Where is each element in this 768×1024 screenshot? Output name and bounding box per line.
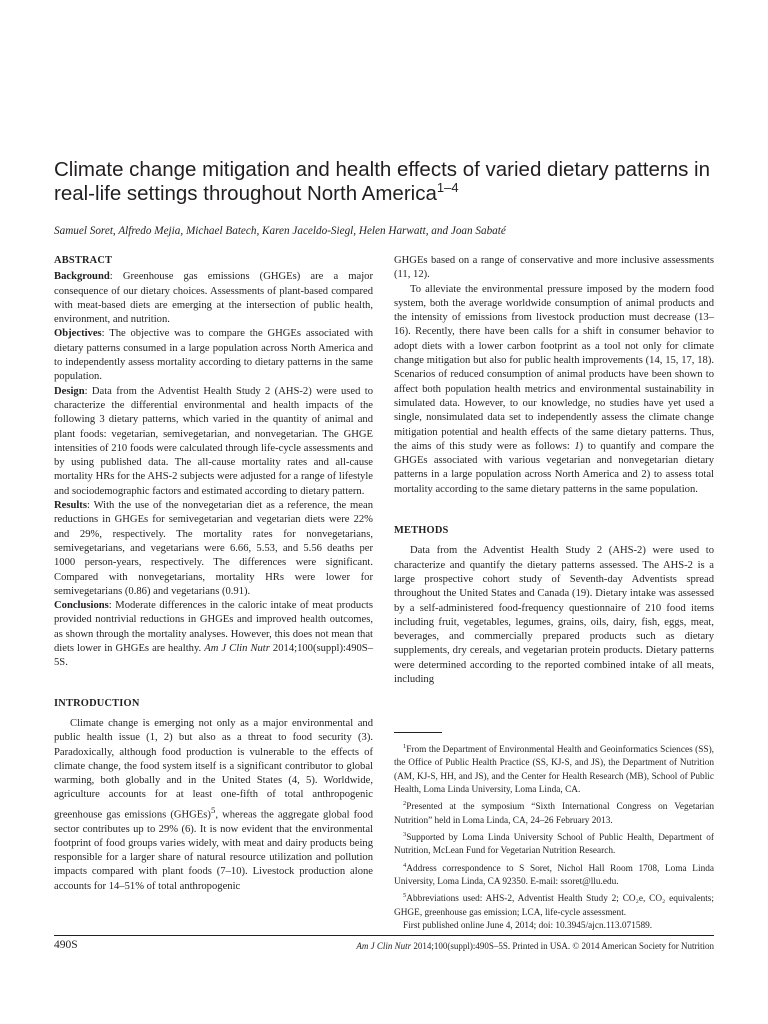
left-column (54, 254, 373, 894)
methods-heading: METHODS (394, 525, 449, 537)
results-label: Results (54, 500, 87, 512)
footnote-2 (394, 797, 714, 828)
design-text: : Data from the Adventist Health Study 2 (AHS-2) were used to characterize the differential environmental and health impacts of the following 3 dietary patterns, which varied in the quantity of animal and plant foods: vegetarian, semivegetarian, and nonvegetarian. The GHGE intensities of 210 foods were calculated through life-cycle assessments and by using published data. The all-cause mortality rates and all-cause mortality HRs for the AHS-2 subjects were adjusted for a range of lifestyle and sociodemographic factors and estimated according to dietary pattern. (54, 385, 373, 497)
title-text: Climate change mitigation and health effects of varied dietary patterns in real-life settings throughout North America (54, 158, 710, 205)
footnote-3-text: Supported by Loma Linda University School of Public Health, Department of Nutrition, McLean Fund for Vegetarian Nutrition Research. (394, 833, 714, 857)
title-footnote-marker: 1–4 (436, 180, 459, 196)
article-title (54, 158, 734, 206)
intro-p2-text-a: To alleviate the environmental pressure imposed by the modern food system, both the average worldwide consumption of animal products and the intensity of emissions from livestock production must decrease (13–16). Recently, there have been calls for a shift in consumer behavior to adopt diets with a lower carbon footprint as a tool not only for climate change mitigation but also for public health improvements (14, 15, 17, 18). Scenarios of reduced consumption of animal products have been shown to affect both population health metrics and environmental sustainability in simulated data. However, to our knowledge, no studies have yet used a single, nonsimulated data set to independently assess the climate change mitigation potential and health effects of the same dietary patterns. Thus, the aims of this study were as follows: (394, 283, 714, 452)
footnote-3-number: 3 (403, 830, 407, 838)
footnote-5-text: Abbreviations used: AHS-2, Adventist Health Study 2; CO₂e, CO₂ equivalents; GHGE, greenhouse gas emission; LCA, life-cycle assessment. (394, 894, 714, 918)
objectives-text: : The objective was to compare the GHGEs associated with dietary patterns consumed in a large population across North America and to independently assess mortality according to dietary patterns in the same population. (54, 328, 373, 383)
introduction-paragraph-2 (394, 283, 714, 497)
methods-paragraph-1: Data from the Adventist Health Study 2 (AHS-2) were used to characterize and quantify the dietary patterns assessed. The AHS-2 is a large prospective cohort study of Seventh-day Adventists spread throughout the United States and Canada (19). Dietary intake was assessed by a self-administered food-frequency questionnaire of 210 food items including fruit, vegetables, legumes, grains, oils, dairy, fish, eggs, meat, beverages, and commercially prepared products such as dietary supplements, dry cereals, and vegetarian protein products. Dietary patterns were determined according to the reported combined intake of all meats, including (394, 545, 714, 686)
author-list: Samuel Soret, Alfredo Mejia, Michael Batech, Karen Jaceldo-Siegl, Helen Harwatt, and Joan Sabaté (54, 225, 506, 237)
footnote-3 (394, 828, 714, 859)
footnote-4-text: Address correspondence to S Soret, Nichol Hall Room 1708, Loma Linda University, Loma Linda, CA 92350. E-mail: ssoret@llu.edu. (394, 863, 714, 888)
running-footer (356, 941, 714, 951)
background-label: Background (54, 271, 110, 283)
abstract-design (54, 385, 373, 499)
conclusions-text: : Moderate differences in the caloric intake of meat products provided nontrivial reductions in GHGEs and improved health outcomes, as shown through the mortality analyses. However, this does not mean that diets lower in GHGEs are healthy. (54, 600, 373, 655)
introduction-heading: INTRODUCTION (54, 697, 140, 709)
design-label: Design (54, 385, 85, 397)
abstract-objectives (54, 327, 373, 384)
conclusions-label: Conclusions (54, 600, 109, 612)
objectives-label: Objectives (54, 328, 102, 340)
aim-number: 1 (574, 440, 580, 452)
footnote-4-number: 4 (403, 861, 407, 869)
abstract-background (54, 270, 373, 327)
publication-note: First published online June 4, 2014; doi: 10.3945/ajcn.113.071589. (403, 921, 653, 932)
abstract-conclusions (54, 599, 373, 670)
page-number: 490S (54, 939, 78, 951)
footnote-1-text: From the Department of Environmental Health and Geoinformatics Sciences (SS), the Office of Public Health Practice (SS, KJ-S, and JS), the Department of Nutrition (AM, KJ-S, HH, and JS), and the Center for Health Research (MB), School of Public Health, Loma Linda University, Loma Linda, CA. (394, 745, 714, 795)
introduction-continuation: GHGEs based on a range of conservative and more inclusive assessments (11, 12). (394, 255, 714, 281)
background-text: : Greenhouse gas emissions (GHGEs) are a major consequence of our dietary choices. Assessments of plant-based compared with meat-based diets are emerging at the intersection of public health, environment, and nutrition. (54, 271, 373, 326)
footnote-2-number: 2 (403, 800, 407, 808)
footnote-1 (394, 740, 714, 797)
footer-rule (54, 935, 714, 936)
footnote-1-number: 1 (403, 743, 407, 750)
abstract-citation-details: 2014;100(suppl):490S–5S. (54, 643, 373, 669)
right-column (394, 254, 714, 687)
abstract-heading: ABSTRACT (54, 255, 113, 266)
footnotes (394, 740, 714, 933)
footnote-5 (394, 889, 714, 920)
abstract-results (54, 499, 373, 599)
intro-p1-text-b: , whereas the aggregate global food sector contributes up to 29% (6). It is now evident that the environmental footprint of food groups varies widely, with meat and dairy products being responsible for a larger share of natural resource utilization and pollution impacts compared with plant foods (7–10). Livestock production alone accounts for 14–51% of total anthropogenic (54, 809, 374, 892)
introduction-paragraph-1 (54, 717, 373, 894)
abstract-citation-journal: Am J Clin Nutr (204, 643, 270, 655)
footnote-4 (394, 859, 714, 890)
results-text: : With the use of the nonvegetarian diet as a reference, the mean reductions in GHGEs for semivegetarian and vegetarian diets were 22% and 29%, respectively. The mortality rates for nonvegetarians, semivegetarians, and vegetarians were 6.66, 5.53, and 5.56 deaths per 1000 person-years, respectively. The differences were significant. Compared with nonvegetarians, mortality HRs were lower for semivegetarians (0.86) and vegetarians (0.91). (54, 500, 373, 597)
footer-details: 2014;100(suppl):490S–5S. Printed in USA. © 2014 American Society for Nutrition (411, 941, 714, 951)
footnote-5-number: 5 (403, 892, 407, 900)
footnote-divider (394, 732, 442, 733)
footer-journal: Am J Clin Nutr (356, 941, 412, 951)
intro-p1-text-a: Climate change is emerging not only as a major environmental and public health issue (1, 2) but also as a threat to food security (3). Paradoxically, although food production is vulnerable to the effects of climate change, the food system itself is a significant contributor to global warming, both globally and in the United States (4, 5). Worldwide, agriculture accounts for at least one-fifth of total anthropogenic greenhouse gas emissions (GHGEs) (54, 717, 373, 821)
intro-p2-text-b: ) to quantify and compare the GHGEs associated with various vegetarian and nonvegetarian dietary patterns in a large population across North America and 2) to assess total mortality according to the same dietary patterns in the same population. (394, 440, 714, 495)
footnote-2-text: Presented at the symposium “Sixth International Congress on Vegetarian Nutrition” held in Loma Linda, CA, 24–26 February 2013. (394, 802, 714, 826)
abbreviation-footnote-marker: 5 (210, 804, 216, 815)
